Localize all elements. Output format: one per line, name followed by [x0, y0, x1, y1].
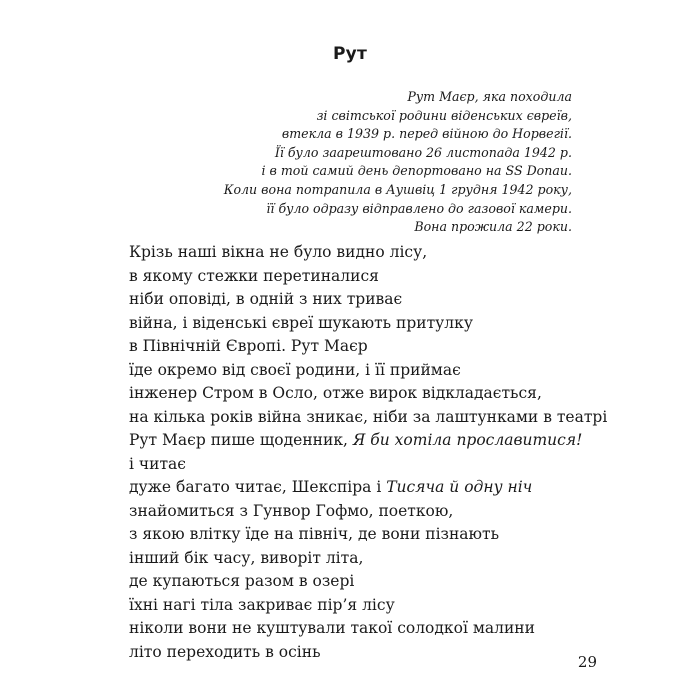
diary-quote: Я би хотіла прославитися!	[352, 431, 583, 449]
poem-line: знайомиться з Гунвор Гофмо, поеткою,	[129, 501, 454, 520]
poem-title: Рут	[333, 44, 367, 64]
epigraph-line: зі світської родини віденських євреїв,	[316, 107, 572, 123]
poem-line: Крізь наші вікна не було видно лісу,	[129, 243, 428, 261]
poem-line: з якою влітку їде на північ, де вони пізнають	[129, 525, 500, 543]
epigraph-line: Коли вона потрапила в Аушвіц 1 грудня 1942 року,	[223, 181, 572, 197]
poem-line: і читає	[129, 454, 186, 473]
page-number: 29	[577, 653, 597, 671]
poem-line	[129, 476, 589, 500]
poem-line: їде окремо від своєї родини, і її приймає	[129, 360, 461, 379]
poem-line	[129, 429, 589, 453]
book-title: Тисяча й одну ніч	[386, 478, 533, 496]
poem-line: на кілька років війна зникає, ніби за лаштунками в театрі	[129, 407, 608, 426]
epigraph-line: Рут Маєр, яка походила	[407, 89, 572, 104]
epigraph-line: її було одразу відправлено до газової камери.	[266, 200, 572, 216]
poem-line: інженер Стром в Осло, отже вирок відкладається,	[129, 384, 542, 402]
poem-line: де купаються разом в озері	[129, 572, 355, 590]
poem-line: в якому стежки перетиналися	[129, 266, 379, 285]
epigraph-line: втекла в 1939 р. перед війною до Норвегії.	[281, 126, 572, 142]
poem-line: ніби оповіді, в одній з них триває	[129, 290, 403, 308]
poem-line: літо переходить в осінь	[129, 642, 321, 661]
poem-line: в Північній Європі. Рут Маєр	[129, 337, 368, 355]
epigraph	[152, 88, 572, 237]
poem-line: інший бік часу, виворіт літа,	[129, 548, 364, 567]
epigraph-line: Вона прожила 22 роки.	[414, 219, 572, 235]
poem-line: ніколи вони не куштували такої солодкої малини	[129, 619, 535, 637]
epigraph-line: Її було заарештовано 26 листопада 1942 р.	[274, 144, 572, 160]
epigraph-line: і в той самий день депортовано на SS Donau.	[261, 163, 572, 179]
poem-line: їхні нагі тіла закриває пір’я лісу	[129, 595, 395, 614]
poem-text: дуже багато читає, Шекспіра і	[129, 478, 387, 496]
poem-line: війна, і віденські євреї шукають притулку	[129, 313, 473, 332]
poem-text: Рут Маєр пише щоденник,	[129, 431, 353, 449]
